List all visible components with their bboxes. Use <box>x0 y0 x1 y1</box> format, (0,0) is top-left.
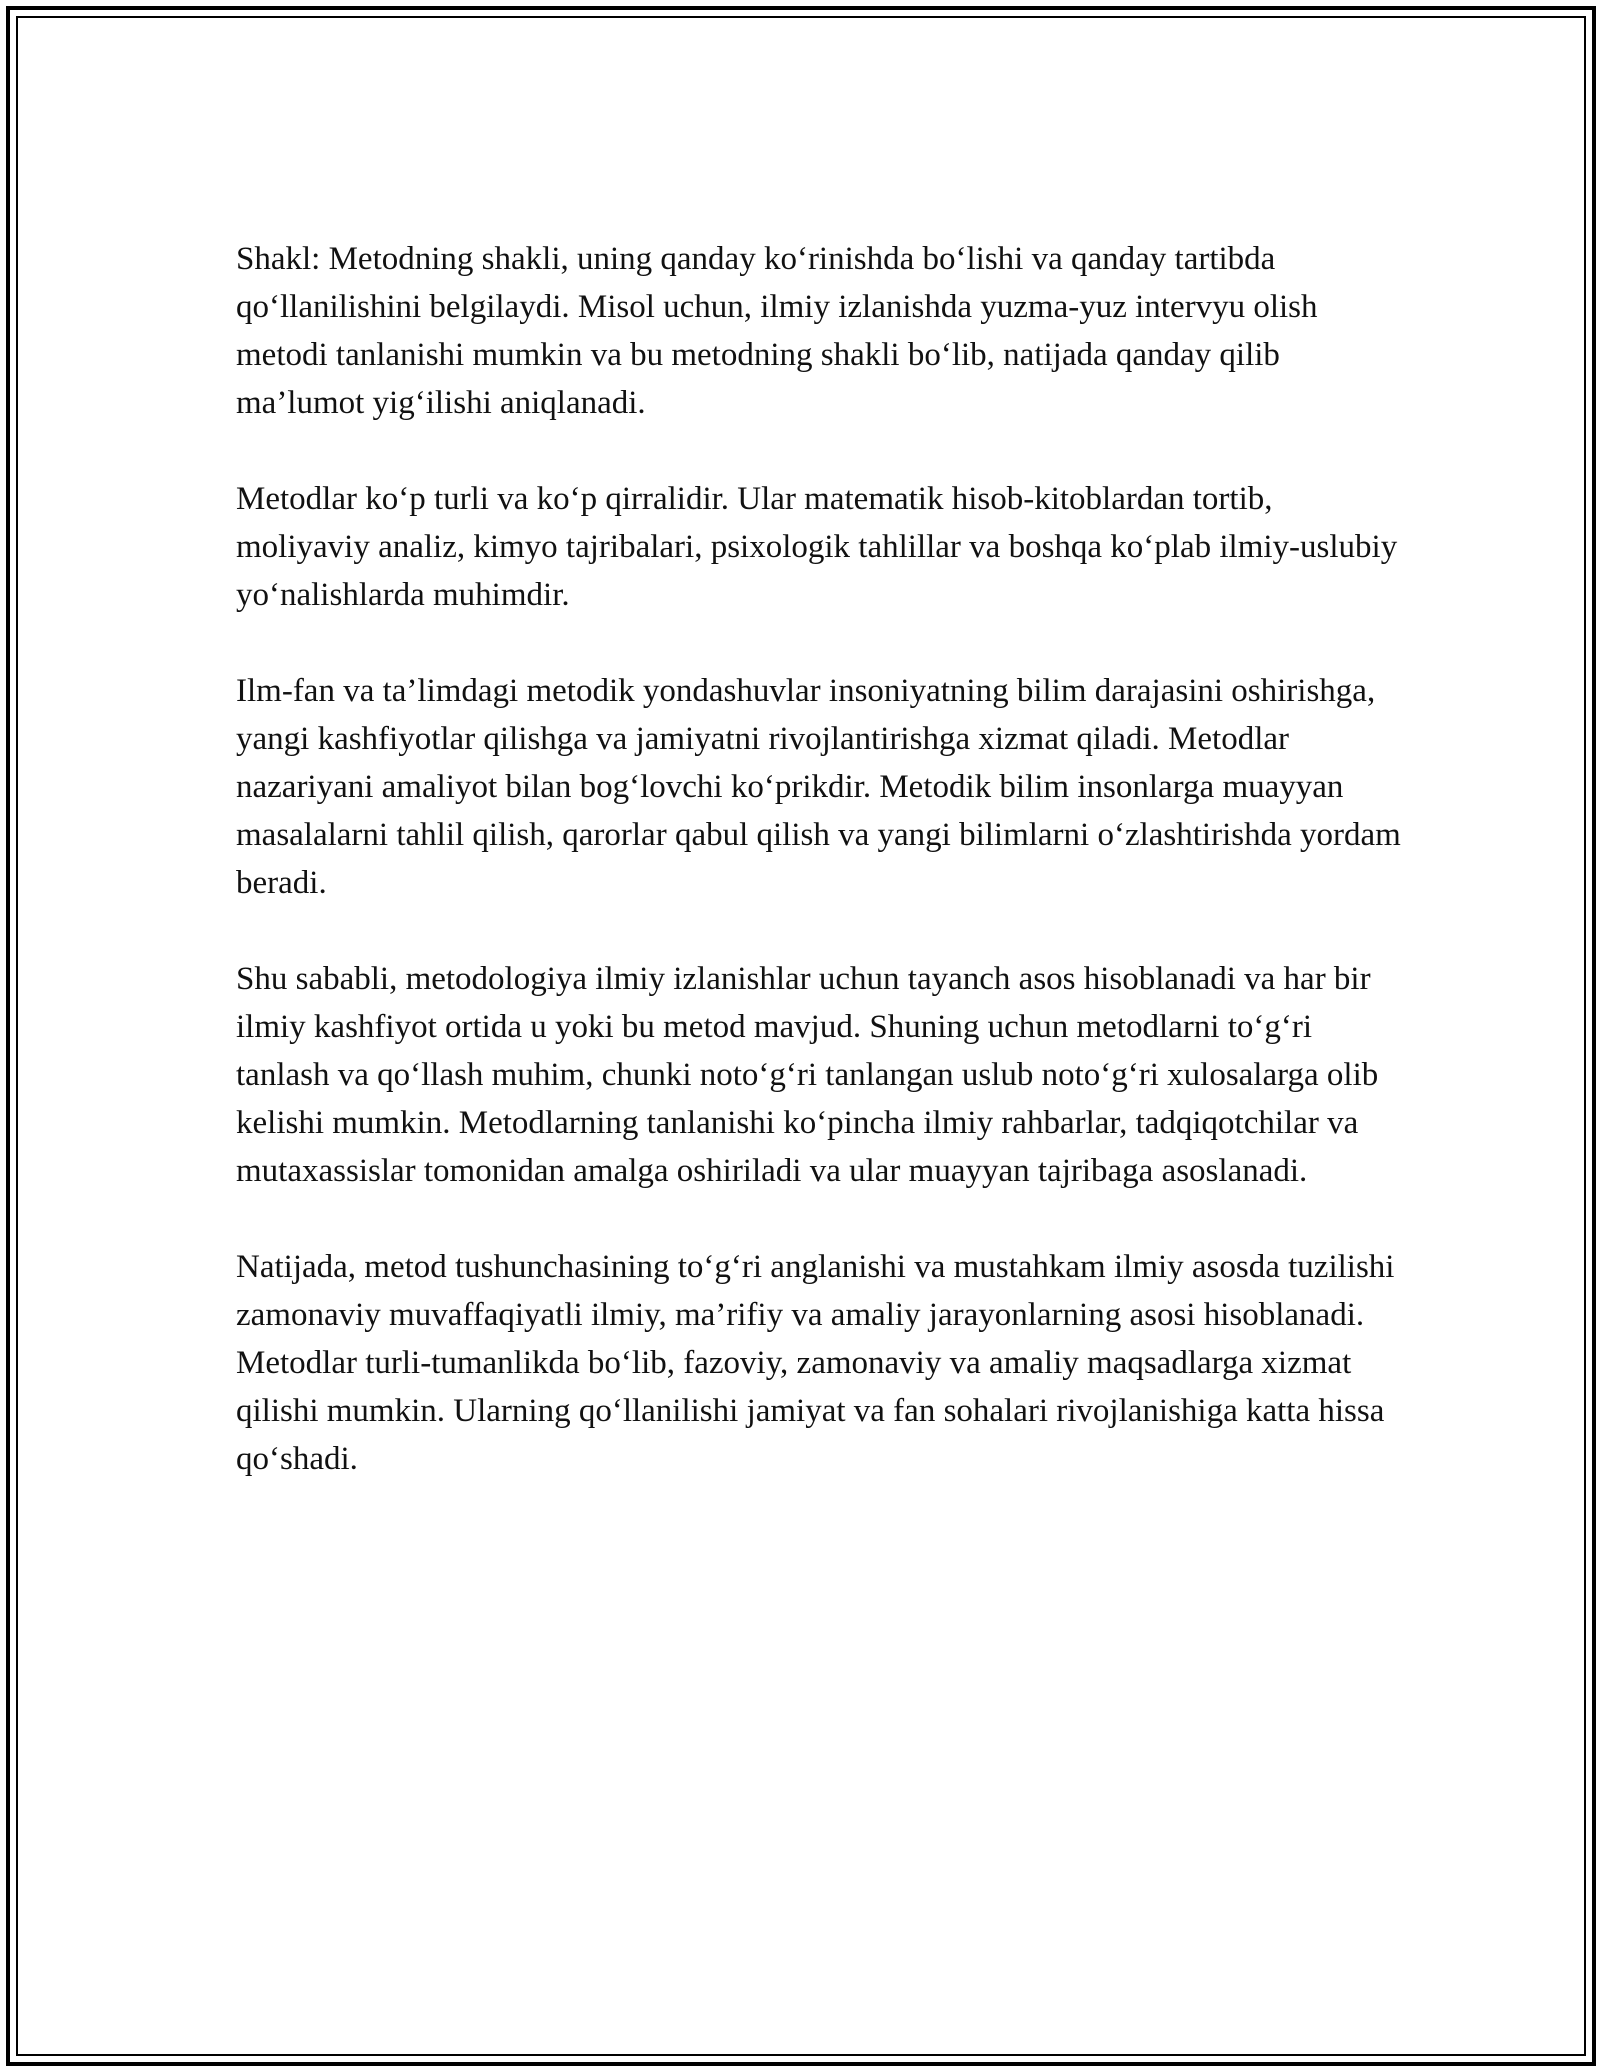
paragraph-shakl: Shakl: Metodning shakli, uning qanday ko‘rinishda bo‘lishi va qanday tartibda qo‘llanilishini belgilaydi. Misol uchun, ilmiy izlanishda yuzma-yuz intervyu olish metodi tanlanishi mumkin va bu metodning shakli bo‘lib, natijada qanday qilib ma’lumot yig‘ilishi aniqlanadi. <box>236 241 1318 421</box>
paragraph-ilm-fan: Ilm-fan va ta’limdagi metodik yondashuvlar insoniyatning bilim darajasini oshirishga, yangi kashfiyotlar qilishga va jamiyatni rivojlantirishga xizmat qiladi. Metodlar nazariyani amaliyot bilan bog‘lovchi ko‘prikdir. Metodik bilim insonlarga muayyan masalalarni tahlil qilish, qarorlar qabul qilish va yangi bilimlarni o‘zlashtirishda yordam beradi. <box>236 673 1401 901</box>
paragraph-metodologiya: Shu sababli, metodologiya ilmiy izlanishlar uchun tayanch asos hisoblanadi va har bir ilmiy kashfiyot ortida u yoki bu metod mavjud. Shuning uchun metodlarni to‘g‘ri tanlash va qo‘llash muhim, chunki noto‘g‘ri tanlangan uslub noto‘g‘ri xulosalarga olib kelishi mumkin. Metodlarning tanlanishi ko‘pincha ilmiy rahbarlar, tadqiqotchilar va mutaxassislar tomonidan amalga oshiriladi va ular muayyan tajribaga asoslanadi. <box>236 961 1379 1189</box>
paragraph-natijada: Natijada, metod tushunchasining to‘g‘ri anglanishi va mustahkam ilmiy asosda tuzilishi zamonaviy muvaffaqiyatli ilmiy, ma’rifiy va amaliy jarayonlarning asosi hisoblanadi. Metodlar turli-tumanlikda bo‘lib, fazoviy, zamonaviy va amaliy maqsadlarga xizmat qilishi mumkin. Ularning qo‘llanilishi jamiyat va fan sohalari rivojlanishiga katta hissa qo‘shadi. <box>236 1249 1395 1477</box>
paragraph-metodlar-turli: Metodlar ko‘p turli va ko‘p qirralidir. Ular matematik hisob-kitoblardan tortib, moliyaviy analiz, kimyo tajribalari, psixologik tahlillar va boshqa ko‘plab ilmiy-uslubiy yo‘nalishlarda muhimdir. <box>236 481 1398 613</box>
document-body <box>236 235 1406 1531</box>
